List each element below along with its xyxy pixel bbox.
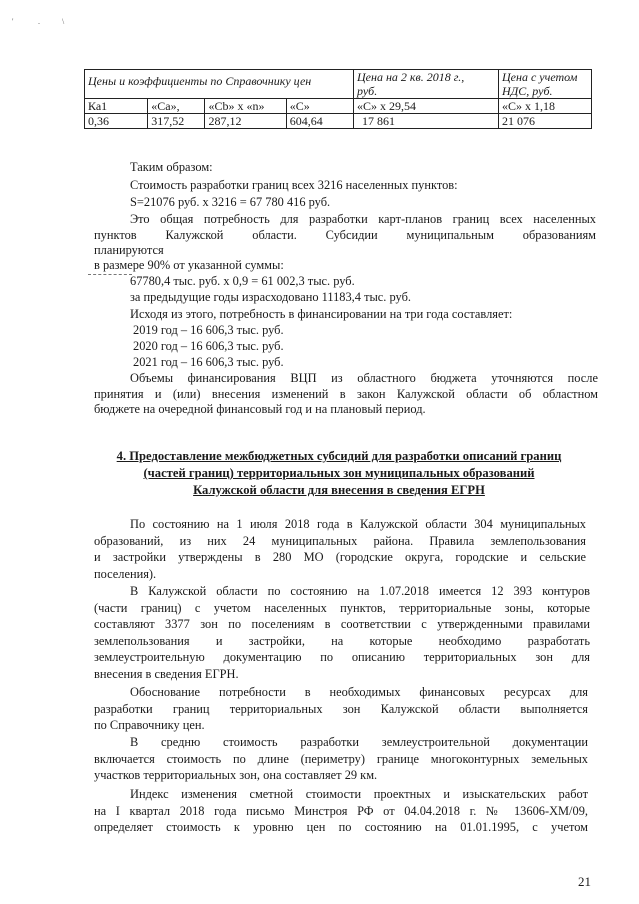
paragraph [94, 786, 588, 836]
table-cell: 604,64 [286, 114, 353, 129]
section-heading [84, 448, 594, 499]
scan-mark: ' [12, 17, 14, 26]
heading-line: (частей границ) территориальных зон муниципальных образований [143, 466, 535, 480]
scan-mark: . [38, 17, 40, 26]
text-line: внесения в сведения ЕГРН. [94, 666, 239, 681]
header-line: Цена с учетом [502, 70, 578, 84]
header-line: руб. [357, 84, 378, 98]
text-line: и застройки утверждены в 280 МО (городские округа, городские и сельские [94, 550, 586, 565]
text-line: В Калужской области по состоянию на 1.07.2018 имеется 12 393 контуров [130, 584, 590, 598]
text-line: землепользования и застройки, на которые необходимо разработать [94, 633, 590, 648]
table-cell: «С» [286, 99, 353, 114]
table-cell: Ка1 [85, 99, 148, 114]
table-cell: 0,36 [85, 114, 148, 129]
text-line: планируются [94, 243, 164, 258]
text-line: В средню стоимость разработки землеустроительной документации [130, 735, 588, 749]
text-line: Исходя из этого, потребность в финансировании на три года составляет: [130, 307, 513, 321]
table-cell: 287,12 [205, 114, 286, 129]
table-cell: «Са», [148, 99, 205, 114]
text-line: бюджете на очередной финансовый год и на плановый период. [94, 402, 426, 417]
text-line: включается стоимость по длине (периметру) границе многоконтурных земельных [94, 751, 588, 766]
paragraph [94, 371, 598, 418]
table-cell: 317,52 [148, 114, 205, 129]
table-cell: «С» х 29,54 [354, 99, 499, 114]
paragraph [94, 212, 596, 259]
text-line: в размере 90% от указанной суммы: [94, 258, 284, 272]
paragraph [94, 516, 586, 582]
table-header-row [85, 70, 592, 99]
table-header-cell [354, 70, 499, 99]
heading-line: 4. Предоставление межбюджетных субсидий для разработки описаний границ [116, 449, 562, 463]
text-line: разработки границ территориальных зон Калужской области выполняется [94, 701, 588, 716]
table-cell: 21 076 [499, 114, 592, 129]
table-cell: «С» х 1,18 [499, 99, 592, 114]
table-row [85, 114, 592, 129]
table-header-cell [499, 70, 592, 99]
text-line: Индекс изменения сметной стоимости проектных и изыскательских работ [130, 787, 588, 801]
price-table [84, 69, 592, 129]
table-row [85, 99, 592, 114]
paragraph [94, 684, 588, 734]
paragraph [94, 583, 590, 683]
text-line: Стоимость разработки границ всех 3216 населенных пунктов: [130, 178, 458, 192]
text-line: землеустроительную документацию по описанию территориальных зон для [94, 650, 590, 665]
text-line: S=21076 руб. х 3216 = 67 780 416 руб. [130, 195, 331, 209]
handwritten-mark [88, 274, 132, 275]
text-line: Это общая потребность для разработки карт-планов границ всех населенных [130, 212, 596, 226]
text-line: 2021 год – 16 606,3 тыс. руб. [133, 355, 284, 369]
text-line: по Справочнику цен. [94, 718, 205, 733]
text-line: участков территориальных зон, она составляет 29 км. [94, 768, 378, 783]
table-cell: «Сb» х «n» [205, 99, 286, 114]
text-line: за предыдущие годы израсходовано 11183,4 тыс. руб. [130, 290, 411, 304]
text-line: (части границ) с учетом населенных пунктов, территориальные зоны, которые [94, 600, 590, 615]
text-line: Объемы финансирования ВЦП из областного бюджета уточняются после [130, 371, 598, 385]
text-line: поселения). [94, 566, 157, 581]
text-line: 2020 год – 16 606,3 тыс. руб. [133, 339, 284, 353]
text-line: образований, из них 24 муниципальных района. Правила землепользования [94, 533, 586, 548]
page-number: 21 [578, 874, 591, 889]
table-header-cell: Цены и коэффициенты по Справочнику цен [85, 70, 354, 99]
text-line: на I квартал 2018 года письмо Минстроя РФ от 04.04.2018 г. № 13606-ХМ/09, [94, 803, 588, 818]
header-line: НДС, руб. [502, 84, 553, 98]
text-line: составляют 3377 зон по поселениям в соответствии с утвержденными правилами [94, 617, 590, 632]
text-line: Таким образом: [130, 160, 213, 174]
text-line: Обоснование потребности в необходимых финансовых ресурсах для [130, 685, 588, 699]
text-line: принятия и (или) внесения изменений в закон Калужской области об областном [94, 386, 598, 401]
text-line: 2019 год – 16 606,3 тыс. руб. [133, 323, 284, 337]
text-line: 67780,4 тыс. руб. х 0,9 = 61 002,3 тыс. руб. [130, 274, 355, 288]
text-line: определяет стоимость к уровню цен по состоянию на 01.01.1995, с учетом [94, 820, 588, 835]
heading-line: Калужской области для внесения в сведения ЕГРН [193, 483, 485, 497]
table-cell: 17 861 [354, 114, 499, 129]
header-line: Цена на 2 кв. 2018 г., [357, 70, 465, 84]
text-line: пунктов Калужской области. Субсидии муниципальным образованиям [94, 227, 596, 242]
scan-mark: \ [62, 17, 65, 26]
text-line: По состоянию на 1 июля 2018 года в Калужской области 304 муниципальных [130, 517, 586, 531]
paragraph [94, 734, 588, 784]
